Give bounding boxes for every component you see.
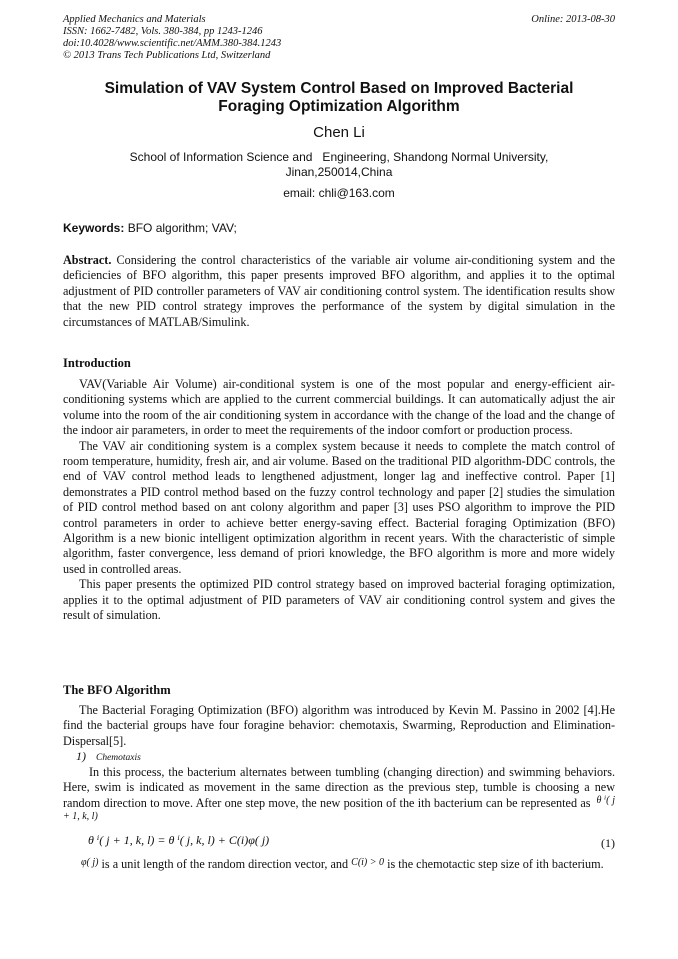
title-line-2: Foraging Optimization Algorithm bbox=[218, 98, 460, 115]
affiliation bbox=[63, 150, 615, 180]
paper-title bbox=[63, 80, 615, 116]
title-line-1: Simulation of VAV System Control Based on Improved Bacterial bbox=[104, 80, 574, 97]
affiliation-line-1: School of Information Science and Engineering, Shandong Normal University, bbox=[129, 150, 549, 164]
introduction-body bbox=[63, 377, 615, 624]
equation-1: θ ⁱ( j + 1, k, l) = θ ⁱ( j, k, l) + C(i)φ( j) bbox=[88, 833, 270, 847]
step-size-symbol: C(i) > 0 bbox=[351, 857, 385, 868]
section-heading-introduction: Introduction bbox=[63, 356, 131, 370]
subsection-chemotaxis bbox=[76, 749, 141, 764]
intro-paragraph-3: This paper presents the optimized PID control strategy based on improved bacterial foraging optimization, applies it to the optimal adjustment of PID parameters of VAV air conditioning control system and gives the result of simulation. bbox=[63, 577, 615, 623]
chemotaxis-paragraph: In this process, the bacterium alternates between tumbling (changing direction) and swimming behaviors. Here, swim is indicated as movement in the same direction as the previous step, tumble is choosing a new random direction to move. After one step move, the new position of the ith bacterium can be represented as bbox=[63, 765, 615, 810]
direction-text-1: is a unit length of the random direction vector, and bbox=[98, 857, 352, 871]
affiliation-line-2: Jinan,250014,China bbox=[285, 165, 393, 179]
issn: ISSN: 1662-7482, Vols. 380-384, pp 1243-1246 bbox=[63, 26, 263, 37]
direction-vector-paragraph bbox=[63, 856, 615, 874]
intro-paragraph-2: The VAV air conditioning system is a complex system because it needs to complete the match control of room temperature, humidity, fresh air, and air volume. Based on the traditional PID algorithm-DDC controls, the end of VAV control method leads to lengthened adjustment, longer lag and ineffective control. Paper [1] demonstrates a PID control method based on the fuzzy control technology and paper [2] studies the simulation of PID control method based on ant colony algorithm and paper [3] uses PSO algorithm to improve the PID control parameters in order to achieve better energy-saving effect. Bacterial foraging Optimization (BFO) Algorithm is a new bionic intelligent optimization algorithm in recent years. With the characteristic of simple algorithm, faster convergence, less demand of priori knowledge, the BFO algorithm is more and more widely used in controlled areas. bbox=[63, 438, 615, 576]
copyright: © 2013 Trans Tech Publications Ltd, Switzerland bbox=[63, 50, 271, 61]
keywords bbox=[63, 221, 615, 235]
author-email: email: chli@163.com bbox=[283, 186, 395, 200]
intro-paragraph-1: VAV(Variable Air Volume) air-conditional system is one of the most popular and energy-efficient air-conditioning systems which are applied to the current commercial buildings. It can automatically adjust the air volume into the room of the air conditioning system in accordance with the change of the load and the change of the indoor air parameters, in order to meet the requirements of the indoor comfort or production process. bbox=[63, 377, 615, 438]
section-heading-bfo: The BFO Algorithm bbox=[63, 683, 171, 697]
subsection-number: 1) bbox=[76, 749, 86, 763]
online-date: Online: 2013-08-30 bbox=[531, 14, 615, 25]
bfo-body bbox=[63, 703, 615, 749]
abstract-text: Considering the control characteristics of the variable air volume air-conditioning system and the deficiencies of BFO algorithm, this paper presents improved BFO algorithm, and applies it to the optimal adjustment of PID controller parameters of VAV air conditioning control system. The identification results show that the new PID control strategy improves the performance of the system by digital simulation in the circumstances of MATLAB/Simulink. bbox=[63, 253, 615, 329]
journal-name: Applied Mechanics and Materials bbox=[63, 14, 206, 25]
author-name: Chen Li bbox=[313, 124, 365, 141]
phi-symbol: φ( j) bbox=[81, 857, 99, 868]
abstract-label: Abstract. bbox=[63, 253, 112, 267]
inline-position-expression: θ ⁱ( j + 1, k, l) bbox=[63, 794, 615, 823]
bfo-paragraph-1: The Bacterial Foraging Optimization (BFO) algorithm was introduced by Kevin M. Passino in 2002 [4].He find the bacterial groups have four foragine behavior: chemotaxis, Swarming, Reproduction and Elimination-Dispersal[5]. bbox=[63, 703, 615, 748]
doi: doi:10.4028/www.scientific.net/AMM.380-384.1243 bbox=[63, 38, 282, 49]
journal-header bbox=[63, 14, 281, 62]
keywords-label: Keywords: bbox=[63, 221, 125, 235]
abstract bbox=[63, 253, 615, 330]
equation-number: (1) bbox=[601, 836, 615, 850]
direction-text-2: is the chemotactic step size of ith bacterium. bbox=[384, 857, 604, 871]
chemotaxis-body bbox=[63, 765, 615, 829]
subsection-title: Chemotaxis bbox=[96, 753, 141, 763]
keywords-text: BFO algorithm; VAV; bbox=[124, 221, 237, 235]
